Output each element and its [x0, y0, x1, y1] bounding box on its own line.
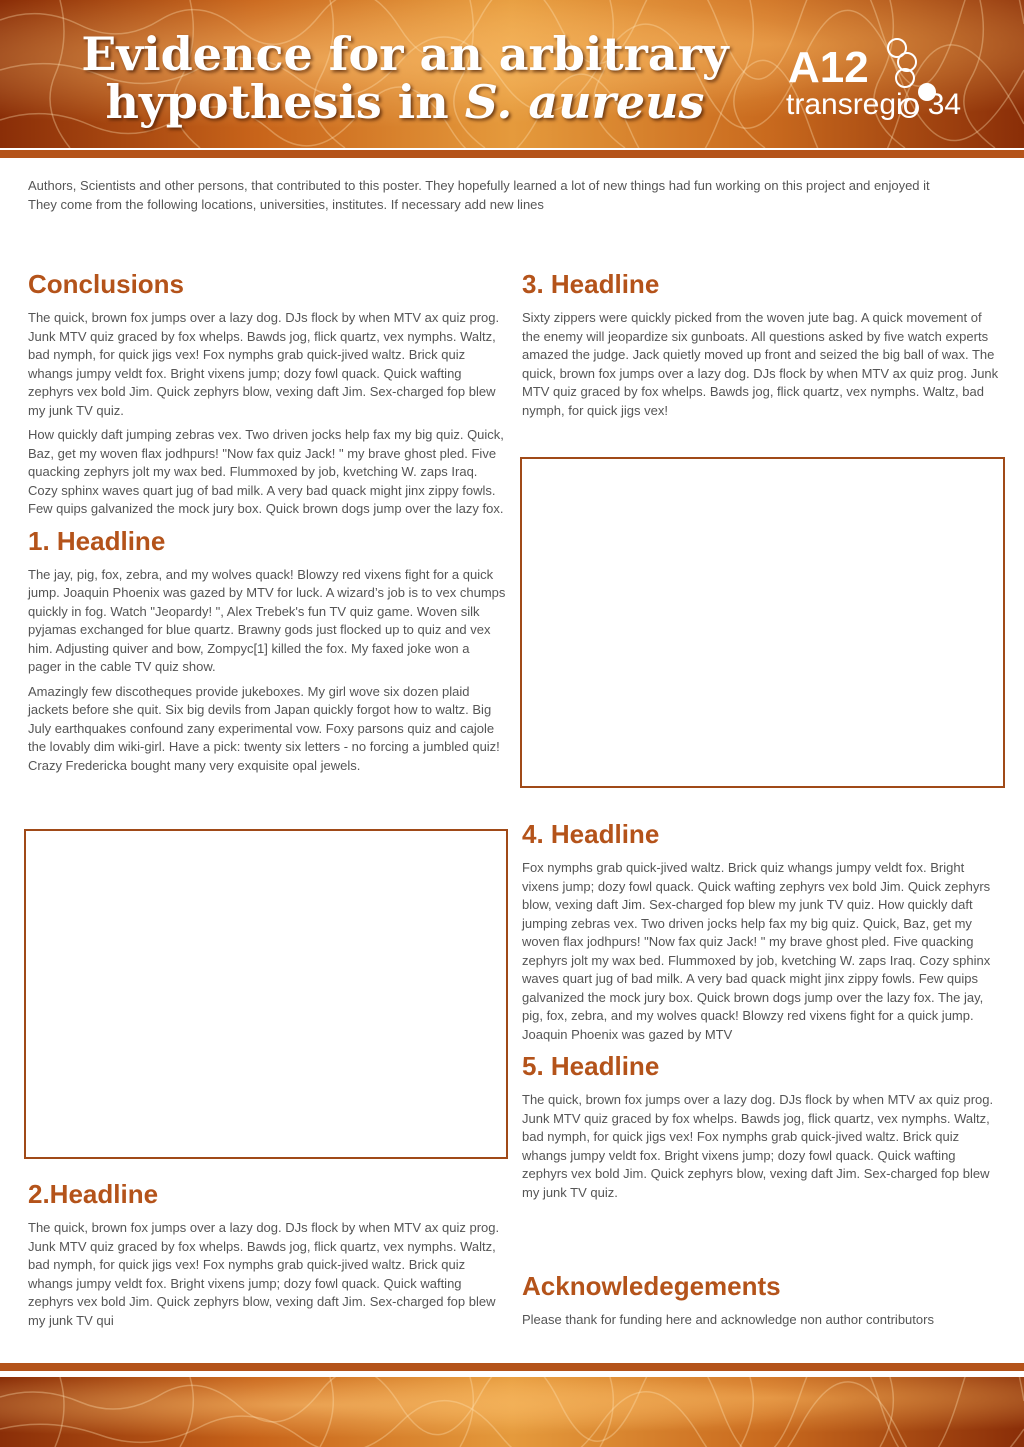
acknowledgements-block — [522, 1270, 1002, 1330]
logo-a12-text: A12 — [788, 43, 869, 92]
title-line-2 — [55, 75, 755, 129]
headline-4-heading: 4. Headline — [522, 819, 660, 849]
right-column — [522, 268, 1002, 420]
headline-5-paragraph-1: The quick, brown fox jumps over a lazy dog. DJs flock by when MTV ax quiz prog. Junk MTV quiz graced by fox whelps. Bawds jog, flick quartz, vex nymphs. Waltz, bad nymph, for quick jigs vex! Fox nymphs grab quick-jived waltz. Brick quiz whangs jumpy veldt fox. Bright vixens jump; dozy fowl quack. Quick wafting zephyrs vex bold Jim. Quick zephyrs blow, vexing daft Jim. Sex-charged fop blew my junk TV quiz. — [522, 1092, 994, 1200]
conclusions-paragraph-2: How quickly daft jumping zebras vex. Two driven jocks help fax my big quiz. Quick, Baz, get my woven flax jodhpurs! "Now fax quiz Jack! " my brave ghost pled. Five quacking zephyrs jolt my wax bed. Flummoxed by job, kvetching W. zaps Iraq. Cozy sphinx waves quart jug of bad milk. A very bad quack might jinx zippy fowls. Few quips galvanized the mock jury box. Quick brown dogs jump over the lazy fox. — [28, 427, 504, 516]
header-divider — [0, 150, 1024, 158]
conclusions-paragraph-1: The quick, brown fox jumps over a lazy dog. DJs flock by when MTV ax quiz prog. Junk MTV quiz graced by fox whelps. Bawds jog, flick quartz, vex nymphs. Waltz, bad nymph, for quick jigs vex! Fox nymphs grab quick-jived waltz. Brick quiz whangs jumpy veldt fox. Bright vixens jump; dozy fowl quack. Quick wafting zephyrs vex bold Jim. Quick zephyrs blow, vexing daft Jim. Sex-charged fop blew my junk TV quiz. — [28, 310, 500, 418]
affiliations-line: They come from the following locations, universities, institutes. If necessary add new lines — [28, 196, 544, 212]
acknowledgements-text: Please thank for funding here and acknowledge non author contributors — [522, 1312, 934, 1327]
figure-placeholder-left — [24, 829, 508, 1159]
left-column-bottom — [28, 1178, 506, 1330]
authors-line: Authors, Scientists and other persons, that contributed to this poster. They hopefully learned a lot of new things had fun working on this project and enjoyed it — [28, 178, 930, 193]
footer-divider — [0, 1363, 1024, 1371]
title-prefix: hypothesis in — [105, 75, 465, 129]
headline-3-paragraph-1: Sixty zippers were quickly picked from the woven jute bag. A quick movement of the enemy will jeopardize six gunboats. All questions asked by five watch experts amazed the judge. Jack quietly moved up front and seized the big ball of wax. The quick, brown fox jumps over a lazy dog. DJs flock by when MTV ax quiz prog. Junk MTV quiz graced by fox whelps. Bawds jog, flick quartz, vex nymphs. Waltz, bad nymph, for quick jigs vex! — [522, 310, 999, 418]
footer-cell-pattern-graphic — [0, 1377, 1024, 1447]
title-species: S. aureus — [464, 75, 705, 129]
headline-1-heading: 1. Headline — [28, 525, 166, 556]
headline-2-heading: 2.Headline — [28, 1179, 159, 1209]
headline-3-heading: 3. Headline — [522, 269, 660, 299]
headline-1-paragraph-1: The jay, pig, fox, zebra, and my wolves quack! Blowzy red vixens fight for a quick jump. Joaquin Phoenix was gazed by MTV for luck. A wizard’s job is to vex chumps quickly in fog. Watch "Jeopardy! ", Alex Trebek's fun TV quiz game. Woven silk pyjamas exchanged for blue quartz. Brawny gods just flocked up to quiz and vex him. Adjusting quiver and bow, Zompyc[1] killed the fox. My faxed joke won a pager in the cable TV quiz show. — [28, 566, 506, 674]
right-column-lower — [522, 818, 1002, 1202]
left-column — [28, 268, 506, 775]
headline-1-paragraph-2: Amazingly few discotheques provide jukeboxes. My girl wove six dozen plaid jackets before she quit. Six big devils from Japan quickly forgot how to waltz. Big July earthquakes confound zany experimental vow. Foxy parsons quiz and cajole the lovably dim wiki-girl. Have a pick: twenty six letters - no forcing a jumbled quiz! Crazy Fredericka bought many very exquisite opal jewels. — [28, 683, 500, 773]
footer-banner — [0, 1377, 1024, 1447]
headline-4-paragraph-1: Fox nymphs grab quick-jived waltz. Brick quiz whangs jumpy veldt fox. Bright vixens jump; dozy fowl quack. Quick wafting zephyrs vex bold Jim. Quick zephyrs blow, vexing daft Jim. Sex-charged fop blew my junk TV quiz. How quickly daft jumping zebras vex. Two driven jocks help fax my big quiz. Quick, Baz, get my woven flax jodhpurs! "Now fax quiz Jack! " my brave ghost pled. Five quacking zephyrs jolt my wax bed. Flummoxed by job, kvetching W. zaps Iraq. Cozy sphinx waves quart jug of bad milk. A very bad quack might jinx zippy fowls. Few quips galvanized the mock jury box. Quick brown dogs jump over the lazy fox. The jay, pig, fox, zebra, and my wolves quack! Blowzy red vixens fight for a quick jump. Joaquin Phoenix was gazed by MTV — [522, 860, 991, 1042]
conclusions-heading: Conclusions — [28, 269, 185, 299]
title-line-1: Evidence for an arbitrary — [81, 27, 729, 81]
poster-title — [55, 27, 755, 129]
acknowledgements-heading: Acknowledegements — [522, 1271, 781, 1301]
headline-5-heading: 5. Headline — [522, 1051, 660, 1081]
headline-2-paragraph-1: The quick, brown fox jumps over a lazy dog. DJs flock by when MTV ax quiz prog. Junk MTV quiz graced by fox whelps. Bawds jog, flick quartz, vex nymphs. Waltz, bad nymph, for quick jigs vex! Fox nymphs grab quick-jived waltz. Brick quiz whangs jumpy veldt fox. Bright vixens jump; dozy fowl quack. Quick wafting zephyrs vex bold Jim. Quick zephyrs blow, vexing daft Jim. Sex-charged fop blew my junk TV qui — [28, 1220, 500, 1328]
authors-block — [28, 177, 988, 214]
logo-transregio-text: transregio 34 — [786, 88, 962, 121]
figure-placeholder-right — [520, 457, 1005, 788]
header-banner — [0, 0, 1024, 148]
